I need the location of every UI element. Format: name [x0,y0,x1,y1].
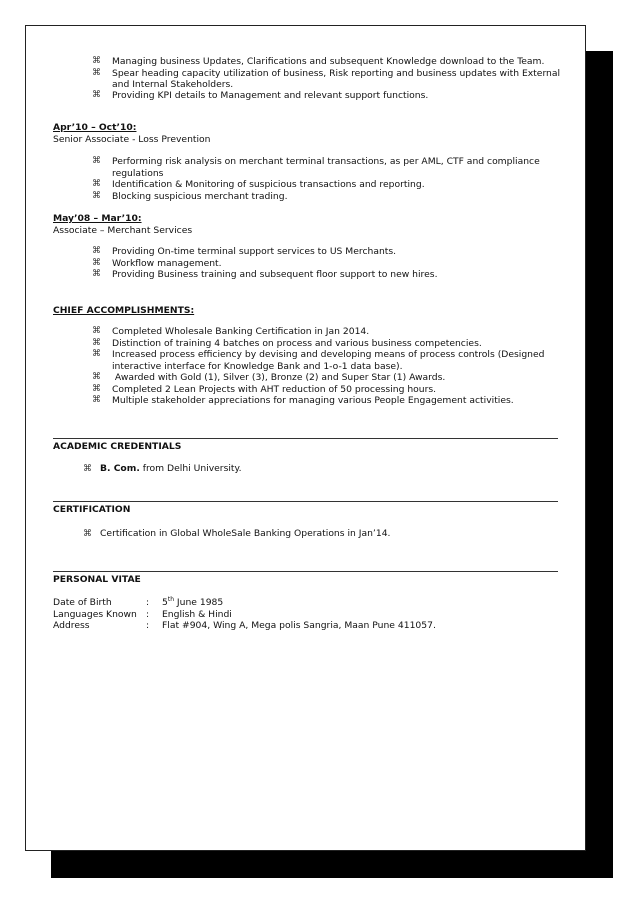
list-item: ⌘ Certification in Global WholeSale Banking Operations in Jan’14. [83,528,391,539]
bullet-icon: ⌘ [92,246,101,256]
list-item: ⌘ B. Com. from Delhi University. [83,463,242,474]
bullet-icon: ⌘ [92,179,101,189]
role-dates: Apr’10 – Oct’10: [53,122,137,133]
bullet-icon: ⌘ [92,269,101,279]
address-value: Flat #904, Wing A, Mega polis Sangria, Maan Pune 411057. [162,620,436,631]
dob-label: Date of Birth [53,597,112,608]
section-divider [53,571,558,572]
languages-label: Languages Known [53,608,137,620]
colon: : [146,608,150,620]
section-heading: ACADEMIC CREDENTIALS [53,441,182,452]
languages-value: English & Hindi [162,608,232,620]
page-shadow-bottom [51,851,613,878]
bullet-icon: ⌘ [92,395,101,405]
address-label: Address [53,620,90,631]
bullet-icon: ⌘ [92,349,101,359]
bullet-icon: ⌘ [92,190,101,201]
section-divider [53,501,558,502]
bullet-icon: ⌘ [92,257,101,268]
bullet-icon: ⌘ [83,464,92,474]
role-dates: May’08 – Mar’10: [53,213,142,224]
section-heading: CHIEF ACCOMPLISHMENTS: [53,305,195,316]
section-heading: CERTIFICATION [53,504,131,515]
page-shadow-right [586,51,613,878]
bullet-icon: ⌘ [83,529,92,539]
bullet-icon: ⌘ [92,67,101,78]
bullet-icon: ⌘ [92,156,101,166]
colon: : [146,620,150,631]
role-title: Associate – Merchant Services [53,224,193,236]
dob-value: 5th June 1985 [162,595,224,608]
role-title: Senior Associate - Loss Prevention [53,133,211,145]
bullet-icon: ⌘ [92,337,101,348]
bullet-icon: ⌘ [92,383,101,394]
bullet-icon: ⌘ [92,56,101,66]
bullet-icon: ⌘ [92,326,101,336]
bullet-icon: ⌘ [92,90,101,100]
section-divider [53,438,558,439]
section-heading: PERSONAL VITAE [53,574,141,585]
colon: : [146,597,150,608]
bullet-icon: ⌘ [92,372,101,382]
